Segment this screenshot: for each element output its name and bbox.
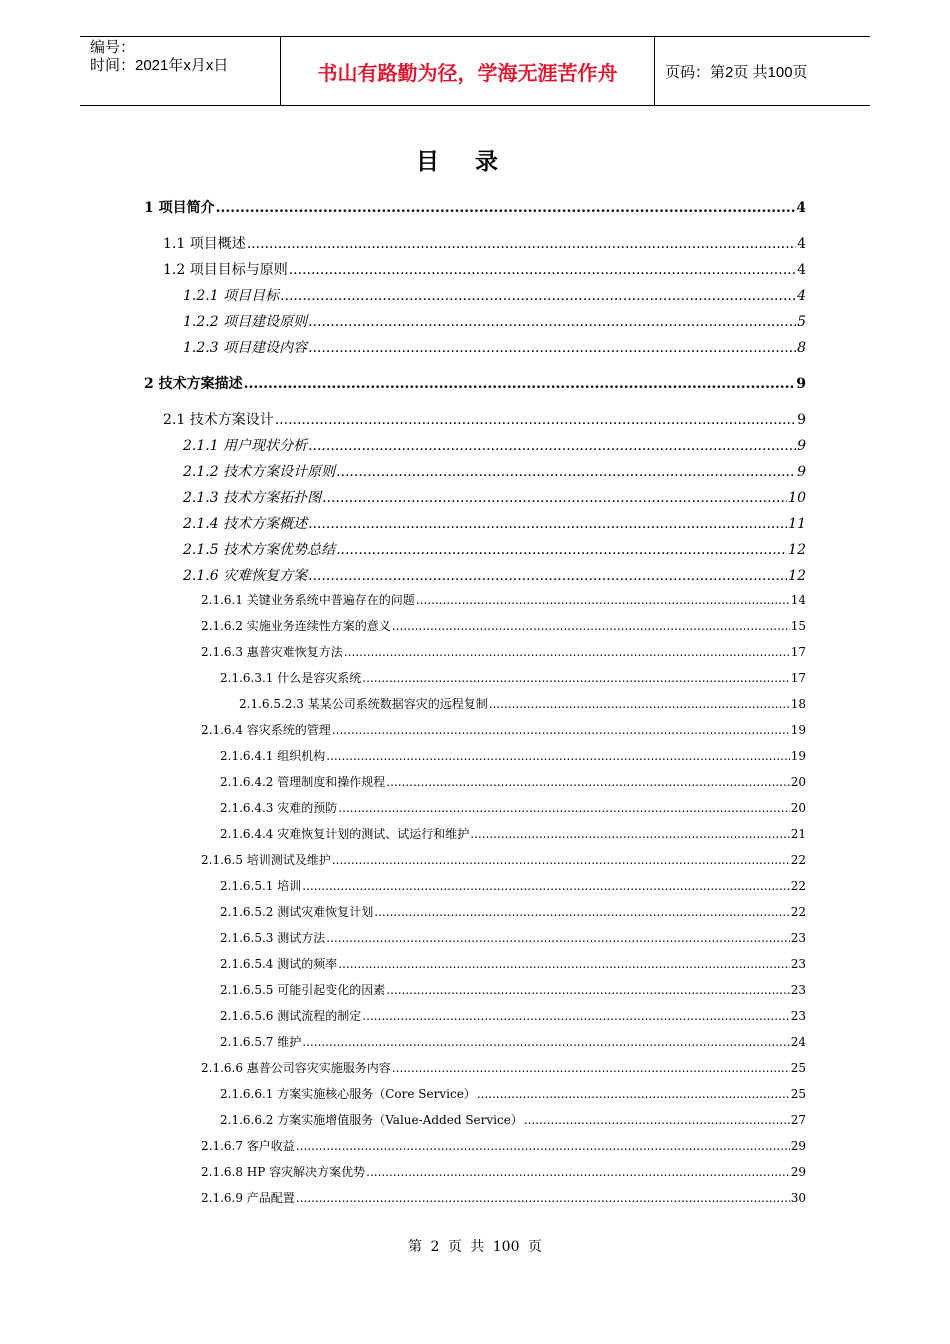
toc-entry-title: 2.1.4 技术方案概述	[183, 516, 308, 532]
toc-dot-leader	[308, 438, 796, 454]
toc-entry-page: 21	[790, 827, 806, 841]
toc-dot-leader	[386, 983, 789, 997]
toc-entry[interactable]	[220, 825, 806, 842]
toc-entry[interactable]	[220, 903, 806, 920]
toc-dot-leader	[336, 542, 787, 558]
page-header	[80, 36, 870, 106]
toc-entry[interactable]	[220, 929, 806, 946]
toc-entry-page: 22	[790, 905, 806, 919]
toc-entry-title: 2.1.3 技术方案拓扑图	[183, 490, 322, 506]
toc-dot-leader	[392, 1061, 790, 1075]
toc-dot-leader	[416, 593, 790, 607]
toc-dot-leader	[338, 957, 789, 971]
toc-dot-leader	[326, 931, 789, 945]
toc-entry[interactable]	[220, 1085, 806, 1102]
toc-entry-page: 23	[790, 983, 806, 997]
toc-dot-leader	[326, 749, 789, 763]
toc-entry-title: 2.1.6.6.1 方案实施核心服务（Core Service）	[220, 1087, 476, 1101]
toc-entry[interactable]	[163, 409, 806, 429]
toc-entry-page: 25	[790, 1061, 806, 1075]
toc-entry[interactable]	[220, 773, 806, 790]
toc-entry-title: 2.1.6.5.2.3 某某公司系统数据容灾的远程复制	[239, 697, 488, 711]
toc-dot-leader	[308, 516, 787, 532]
toc-dot-leader	[362, 671, 789, 685]
toc-entry-title: 2.1.6.9 产品配置	[201, 1191, 295, 1205]
toc-entry-page: 25	[790, 1087, 806, 1101]
toc-dot-leader	[280, 288, 796, 304]
toc-entry-page: 12	[788, 542, 806, 558]
toc-entry-title: 2.1.6.6.2 方案实施增值服务（Value-Added Service）	[220, 1113, 523, 1127]
toc-entry-page: 23	[790, 957, 806, 971]
toc-entry-title: 1.2.3 项目建设内容	[183, 340, 308, 356]
toc-entry-page: 4	[797, 262, 806, 278]
toc-entry[interactable]	[220, 1111, 806, 1128]
toc-dot-leader	[308, 340, 796, 356]
document-date: 时间：2021年x月x日	[90, 57, 229, 74]
toc-entry-page: 29	[790, 1165, 806, 1179]
toc-entry-title: 2.1.2 技术方案设计原则	[183, 464, 336, 480]
toc-entry[interactable]	[220, 669, 806, 686]
toc-entry-page: 15	[790, 619, 806, 633]
toc-entry[interactable]	[163, 233, 806, 253]
toc-entry[interactable]	[183, 539, 806, 559]
toc-dot-leader	[244, 376, 796, 392]
toc-dot-leader	[374, 905, 789, 919]
toc-entry-page: 9	[797, 412, 806, 428]
toc-entry[interactable]	[183, 513, 806, 533]
toc-entry[interactable]	[220, 981, 806, 998]
toc-dot-leader	[344, 645, 790, 659]
toc-dot-leader	[275, 412, 796, 428]
toc-entry[interactable]	[183, 565, 806, 585]
toc-entry-title: 2.1.6.8 HP 容灾解决方案优势	[201, 1165, 366, 1179]
toc-entry-page: 29	[790, 1139, 806, 1153]
toc-dot-leader	[308, 314, 796, 330]
toc-dot-leader	[302, 1035, 789, 1049]
toc-entry-title: 2.1.6.5.1 培训	[220, 879, 302, 893]
toc-entry[interactable]	[183, 285, 806, 305]
toc-dot-leader	[247, 236, 796, 252]
toc-entry-title: 1 项目简介	[144, 200, 215, 216]
toc-entry-page: 9	[797, 438, 806, 454]
toc-entry-title: 2.1.6.6 惠普公司容灾实施服务内容	[201, 1061, 391, 1075]
toc-entry[interactable]	[201, 851, 806, 868]
toc-entry-page: 22	[790, 853, 806, 867]
toc-entry[interactable]	[239, 695, 806, 712]
toc-dot-leader	[366, 1165, 790, 1179]
toc-entry-page: 4	[797, 288, 806, 304]
toc-entry-title: 2.1.6.4.1 组织机构	[220, 749, 326, 763]
header-motto: 书山有路勤为径，学海无涯苦作舟	[281, 37, 655, 105]
toc-entry-page: 5	[797, 314, 806, 330]
toc-entry-page: 24	[790, 1035, 806, 1049]
toc-entry-page: 14	[790, 593, 806, 607]
toc-entry-page: 11	[788, 516, 806, 532]
toc-entry[interactable]	[183, 337, 806, 357]
toc-entry[interactable]	[220, 877, 806, 894]
toc-entry-title: 2.1.5 技术方案优势总结	[183, 542, 336, 558]
toc-dot-leader	[470, 827, 789, 841]
toc-entry-title: 1.2.2 项目建设原则	[183, 314, 308, 330]
toc-entry[interactable]	[201, 617, 806, 634]
toc-dot-leader	[289, 262, 796, 278]
toc-entry-page: 20	[790, 801, 806, 815]
toc-entry[interactable]	[201, 1163, 806, 1180]
toc-title: 目录	[416, 149, 534, 175]
toc-dot-leader	[332, 853, 790, 867]
toc-entry-title: 2.1.6.4.3 灾难的预防	[220, 801, 338, 815]
toc-entry-title: 2.1.6.5.5 可能引起变化的因素	[220, 983, 386, 997]
toc-entry[interactable]	[220, 955, 806, 972]
toc-entry-page: 4	[796, 200, 806, 216]
toc-entry[interactable]	[220, 1033, 806, 1050]
toc-entry-title: 1.2 项目目标与原则	[163, 262, 288, 278]
toc-entry[interactable]	[201, 721, 806, 738]
toc-dot-leader	[322, 490, 787, 506]
toc-entry-page: 9	[797, 464, 806, 480]
toc-entry-title: 2.1.6.5.2 测试灾难恢复计划	[220, 905, 374, 919]
toc-entry[interactable]	[144, 373, 806, 393]
toc-entry-title: 2.1.6 灾难恢复方案	[183, 568, 308, 584]
toc-entry[interactable]	[220, 799, 806, 816]
toc-entry[interactable]	[183, 435, 806, 455]
toc-dot-leader	[336, 464, 796, 480]
toc-entry-title: 2.1.1 用户现状分析	[183, 438, 308, 454]
toc-entry-title: 2.1.6.5 培训测试及维护	[201, 853, 331, 867]
toc-entry-page: 19	[790, 723, 806, 737]
toc-entry-title: 2.1.6.5.7 维护	[220, 1035, 302, 1049]
header-meta	[80, 37, 281, 105]
toc-entry-page: 8	[797, 340, 806, 356]
toc-dot-leader	[477, 1087, 790, 1101]
toc-entry[interactable]	[183, 461, 806, 481]
toc-entry-title: 1.1 项目概述	[163, 236, 246, 252]
toc-entry[interactable]	[201, 1137, 806, 1154]
toc-dot-leader	[302, 879, 789, 893]
toc-entry[interactable]	[144, 197, 806, 217]
toc-dot-leader	[296, 1191, 790, 1205]
toc-entry[interactable]	[183, 311, 806, 331]
toc-entry[interactable]	[220, 1007, 806, 1024]
toc-entry[interactable]	[220, 747, 806, 764]
toc-dot-leader	[489, 697, 790, 711]
toc-entry[interactable]	[183, 487, 806, 507]
toc-entry[interactable]	[201, 591, 806, 608]
header-page-info: 页码：第2页 共100页	[665, 63, 808, 81]
document-number-label: 编号：	[90, 39, 136, 56]
toc-entry-title: 2.1 技术方案设计	[163, 412, 274, 428]
toc-dot-leader	[332, 723, 790, 737]
toc-entry-page: 12	[788, 568, 806, 584]
toc-dot-leader	[386, 775, 789, 789]
toc-dot-leader	[362, 1009, 789, 1023]
toc-entry-page: 27	[790, 1113, 806, 1127]
toc-entry-title: 2.1.6.5.4 测试的频率	[220, 957, 338, 971]
toc-entry[interactable]	[201, 1059, 806, 1076]
toc-entry[interactable]	[163, 259, 806, 279]
toc-entry-page: 22	[790, 879, 806, 893]
toc-entry-title: 2 技术方案描述	[144, 376, 243, 392]
toc-entry-title: 2.1.6.7 客户收益	[201, 1139, 295, 1153]
toc-dot-leader	[392, 619, 790, 633]
toc-entry-title: 2.1.6.1 关键业务系统中普遍存在的问题	[201, 593, 415, 607]
toc-entry-title: 2.1.6.4.4 灾难恢复计划的测试、试运行和维护	[220, 827, 470, 841]
toc-entry[interactable]	[201, 643, 806, 660]
toc-dot-leader	[524, 1113, 790, 1127]
toc-entry-title: 1.2.1 项目目标	[183, 288, 280, 304]
toc-entry-page: 30	[790, 1191, 806, 1205]
toc-entry-page: 9	[796, 376, 806, 392]
toc-entry-title: 2.1.6.4.2 管理制度和操作规程	[220, 775, 386, 789]
toc-dot-leader	[216, 200, 796, 216]
toc-entry-page: 20	[790, 775, 806, 789]
toc-entry-page: 17	[790, 645, 806, 659]
toc-entry-page: 23	[790, 1009, 806, 1023]
toc-entry-title: 2.1.6.2 实施业务连续性方案的意义	[201, 619, 391, 633]
toc-entry-page: 17	[790, 671, 806, 685]
toc-entry-page: 18	[790, 697, 806, 711]
toc-dot-leader	[338, 801, 789, 815]
toc-entry-title: 2.1.6.3.1 什么是容灾系统	[220, 671, 362, 685]
toc-entry[interactable]	[201, 1189, 806, 1206]
page-footer: 第 2 页 共 100 页	[408, 1239, 542, 1255]
toc-entry-page: 10	[788, 490, 806, 506]
toc-entry-page: 23	[790, 931, 806, 945]
toc-entry-title: 2.1.6.5.3 测试方法	[220, 931, 326, 945]
toc-dot-leader	[308, 568, 787, 584]
toc-entry-title: 2.1.6.5.6 测试流程的制定	[220, 1009, 362, 1023]
toc-entry-page: 19	[790, 749, 806, 763]
toc-dot-leader	[296, 1139, 790, 1153]
toc-entry-page: 4	[797, 236, 806, 252]
toc-entry-title: 2.1.6.3 惠普灾难恢复方法	[201, 645, 343, 659]
toc-entry-title: 2.1.6.4 容灾系统的管理	[201, 723, 331, 737]
